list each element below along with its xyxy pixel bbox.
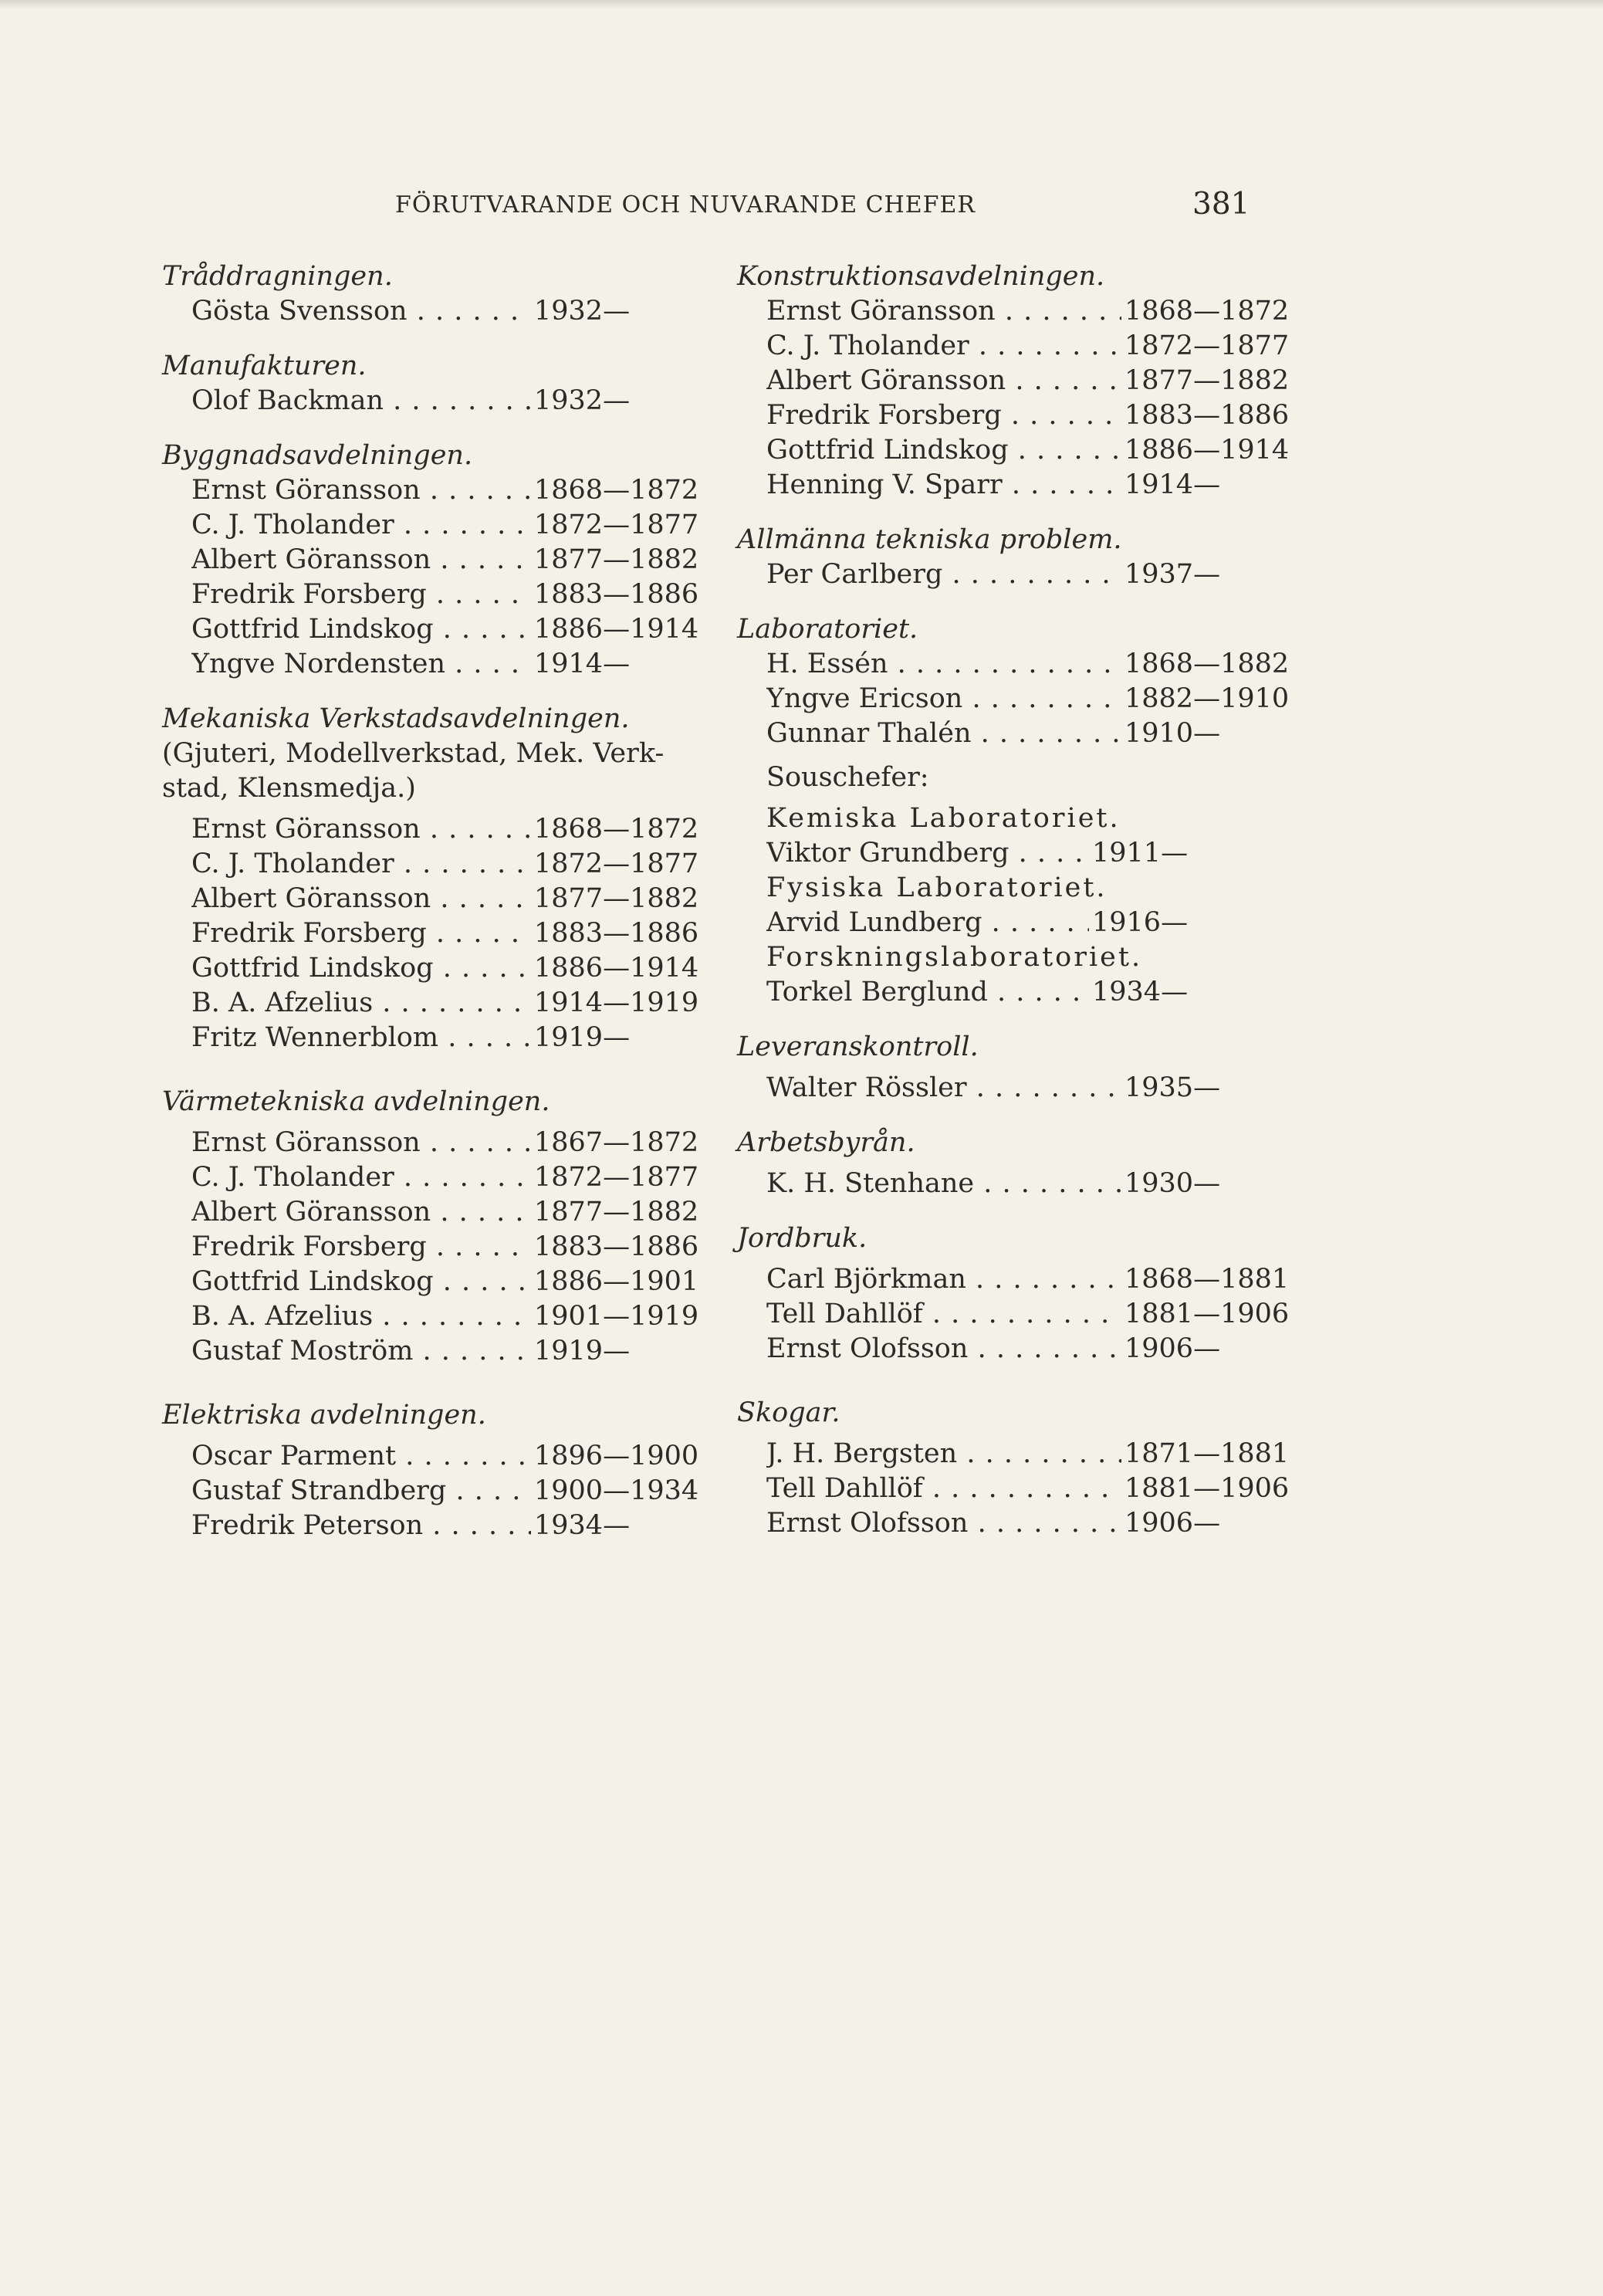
- person-name: B. A. Afzelius . . .: [191, 986, 531, 1021]
- years: 1868—1872: [534, 814, 699, 845]
- years: 1930—: [1124, 1168, 1221, 1199]
- list-item: [191, 1230, 702, 1265]
- years: 1900—1934: [534, 1475, 699, 1506]
- section-heading: Värmetekniska avdelningen.: [162, 1086, 550, 1117]
- left-column: [162, 259, 702, 1543]
- list-item: [766, 1262, 1293, 1297]
- list-item: [191, 847, 702, 882]
- years: 1901—1919: [534, 1301, 699, 1332]
- list-item: [191, 1160, 702, 1195]
- section-jordbruk: [737, 1221, 1293, 1366]
- person-name: Albert Göransson . . .: [191, 882, 531, 916]
- years: 1934—: [1092, 977, 1189, 1007]
- list-item: [191, 812, 702, 847]
- list-item: [766, 1297, 1293, 1332]
- years: 1906—: [1124, 1508, 1221, 1539]
- person-name: Gottfrid Lindskog . . .: [191, 951, 531, 986]
- person-name: C. J. Tholander . . .: [191, 508, 531, 543]
- running-title: FÖRUTVARANDE OCH NUVARANDE CHEFER: [395, 191, 976, 218]
- years: 1886—1914: [1124, 435, 1290, 466]
- section-skogar: [737, 1396, 1293, 1541]
- years: 1932—: [534, 296, 631, 327]
- list-item: [766, 906, 1293, 940]
- list-item: [191, 1474, 702, 1509]
- subgroup-heading: Fysiska Laboratoriet.: [766, 872, 1108, 903]
- years: 1871—1881: [1124, 1438, 1290, 1469]
- section-heading: Leveranskontroll.: [737, 1031, 979, 1062]
- years: 1914—: [1124, 469, 1221, 500]
- list-item: [766, 1471, 1293, 1506]
- list-item: [191, 1299, 702, 1334]
- list-item: [766, 557, 1293, 592]
- years: 1886—1914: [534, 953, 699, 984]
- list-item: [191, 577, 702, 612]
- years: 1872—1877: [534, 1162, 699, 1193]
- section-heading: Konstruktionsavdelningen.: [737, 261, 1105, 292]
- souschefer-label: Souschefer:: [766, 762, 929, 793]
- list-item: [766, 647, 1293, 682]
- years: 1877—1882: [534, 544, 699, 575]
- list-item: [191, 1195, 702, 1230]
- person-name: Albert Göransson . . .: [191, 1195, 531, 1230]
- section-arbetsbyran: [737, 1126, 1293, 1201]
- years: 1932—: [534, 385, 631, 416]
- person-name: Walter Rössler . . .: [766, 1071, 1121, 1106]
- section-heading: Laboratoriet.: [737, 614, 918, 645]
- section-traddragningen: [162, 259, 702, 329]
- section-manufakturen: [162, 349, 702, 418]
- years: 1868—1872: [534, 475, 699, 506]
- years: 1914—1919: [534, 987, 699, 1018]
- years: 1883—1886: [1124, 400, 1290, 431]
- section-heading: Arbetsbyrån.: [737, 1127, 915, 1158]
- years: 1881—1906: [1124, 1473, 1290, 1504]
- list-item: [191, 508, 702, 543]
- years: 1867—1872: [534, 1127, 699, 1158]
- person-name: Arvid Lundberg . . .: [766, 906, 1089, 940]
- list-item: [766, 1506, 1293, 1541]
- section-heading: Manufakturen.: [162, 350, 367, 381]
- page-header: [0, 187, 1603, 222]
- person-name: Fredrik Forsberg . . .: [191, 577, 531, 612]
- list-item: [766, 975, 1293, 1010]
- person-name: Ernst Göransson . . .: [766, 294, 1121, 329]
- person-name: Gustaf Strandberg . . .: [191, 1474, 531, 1509]
- person-name: Ernst Olofsson . . .: [766, 1506, 1121, 1541]
- section-heading: Allmänna tekniska problem.: [737, 524, 1122, 555]
- person-name: Albert Göransson . . .: [191, 543, 531, 577]
- list-item: [766, 398, 1293, 433]
- years: 1886—1914: [534, 614, 699, 645]
- person-name: Ernst Göransson . . .: [191, 1126, 531, 1160]
- list-item: [191, 1509, 702, 1543]
- list-item: [766, 468, 1293, 503]
- list-item: [191, 1126, 702, 1160]
- person-name: K. H. Stenhane . . .: [766, 1167, 1121, 1201]
- list-item: [766, 1437, 1293, 1471]
- years: 1881—1906: [1124, 1299, 1290, 1329]
- person-name: C. J. Tholander . . .: [191, 1160, 531, 1195]
- person-name: Yngve Ericson . . .: [766, 682, 1121, 716]
- list-item: [191, 1021, 702, 1055]
- list-item: [766, 294, 1293, 329]
- section-allmanna: [737, 523, 1293, 592]
- list-item: [766, 364, 1293, 398]
- section-konstruktion: [737, 259, 1293, 503]
- person-name: Viktor Grundberg . . .: [766, 836, 1089, 871]
- page-top-edge: [0, 0, 1603, 9]
- right-column: [737, 259, 1293, 1541]
- list-item: [191, 1334, 702, 1369]
- section-byggnadsavdelningen: [162, 439, 702, 682]
- years: 1911—: [1092, 838, 1189, 869]
- section-heading: Skogar.: [737, 1397, 840, 1428]
- years: 1877—1882: [1124, 365, 1290, 396]
- section-leveranskontroll: [737, 1030, 1293, 1106]
- years: 1919—: [534, 1022, 631, 1053]
- list-item: [191, 986, 702, 1021]
- list-item: [191, 916, 702, 951]
- list-item: [766, 433, 1293, 468]
- years: 1883—1886: [534, 579, 699, 610]
- list-item: [191, 612, 702, 647]
- list-item: [191, 384, 702, 418]
- years: 1868—1881: [1124, 1264, 1290, 1295]
- years: 1868—1882: [1124, 649, 1290, 679]
- list-item: [766, 1332, 1293, 1366]
- list-item: [191, 647, 702, 682]
- person-name: Tell Dahllöf . . .: [766, 1297, 1121, 1332]
- person-name: Gottfrid Lindskog . . .: [191, 612, 531, 647]
- years: 1896—1900: [534, 1441, 699, 1471]
- person-name: Per Carlberg . . .: [766, 557, 1121, 592]
- years: 1935—: [1124, 1072, 1221, 1103]
- years: 1937—: [1124, 559, 1221, 590]
- years: 1868—1872: [1124, 296, 1290, 327]
- list-item: [191, 951, 702, 986]
- list-item: [766, 1167, 1293, 1201]
- person-name: Fredrik Peterson . . .: [191, 1509, 531, 1543]
- person-name: Fredrik Forsberg . . .: [191, 916, 531, 951]
- person-name: Carl Björkman . . .: [766, 1262, 1121, 1297]
- list-item: [766, 716, 1293, 751]
- list-item: [191, 882, 702, 916]
- years: 1882—1910: [1124, 683, 1290, 714]
- years: 1919—: [534, 1336, 631, 1366]
- section-elektriska: [162, 1398, 702, 1543]
- section-varmetekniska: [162, 1085, 702, 1369]
- person-name: J. H. Bergsten . . .: [766, 1437, 1121, 1471]
- years: 1883—1886: [534, 1231, 699, 1262]
- person-name: H. Essén . . .: [766, 647, 1121, 682]
- person-name: Gustaf Moström . . .: [191, 1334, 531, 1369]
- person-name: Albert Göransson . . .: [766, 364, 1121, 398]
- years: 1872—1877: [534, 510, 699, 540]
- person-name: Ernst Göransson . . .: [191, 812, 531, 847]
- years: 1914—: [534, 649, 631, 679]
- list-item: [191, 1439, 702, 1474]
- section-heading: Jordbruk.: [737, 1223, 867, 1254]
- section-heading: Elektriska avdelningen.: [162, 1400, 486, 1431]
- person-name: Ernst Göransson . . .: [191, 473, 531, 508]
- page-number: 381: [1192, 187, 1250, 222]
- list-item: [766, 1071, 1293, 1106]
- list-item: [191, 294, 702, 329]
- years: 1883—1886: [534, 918, 699, 949]
- list-item: [766, 329, 1293, 364]
- years: 1872—1877: [534, 848, 699, 879]
- person-name: Gottfrid Lindskog . . .: [191, 1265, 531, 1299]
- person-name: Tell Dahllöf . . .: [766, 1471, 1121, 1506]
- years: 1886—1901: [534, 1266, 699, 1297]
- years: 1916—: [1092, 907, 1189, 938]
- person-name: Torkel Berglund . . .: [766, 975, 1089, 1010]
- person-name: C. J. Tholander . . .: [766, 329, 1121, 364]
- person-name: Gösta Svensson . . .: [191, 294, 531, 329]
- years: 1934—: [534, 1510, 631, 1541]
- list-item: [766, 682, 1293, 716]
- person-name: Henning V. Sparr . . .: [766, 468, 1121, 503]
- years: 1872—1877: [1124, 330, 1290, 361]
- list-item: [191, 543, 702, 577]
- section-heading: Mekaniska Verkstadsavdelningen.: [162, 703, 630, 734]
- person-name: Oscar Parment . . .: [191, 1439, 531, 1474]
- person-name: Fredrik Forsberg . . .: [766, 398, 1121, 433]
- section-note: (Gjuteri, Modellverkstad, Mek. Verk- stad, Klensmedja.): [162, 738, 665, 804]
- subgroup-heading: Forskningslaboratoriet.: [766, 942, 1143, 973]
- years: 1910—: [1124, 718, 1221, 749]
- section-laboratoriet: [737, 612, 1293, 1010]
- section-heading: Tråddragningen.: [162, 261, 393, 292]
- person-name: Ernst Olofsson . . .: [766, 1332, 1121, 1366]
- years: 1877—1882: [534, 883, 699, 914]
- person-name: Fritz Wennerblom . . .: [191, 1021, 531, 1055]
- list-item: [766, 836, 1293, 871]
- years: 1906—: [1124, 1333, 1221, 1364]
- person-name: C. J. Tholander . . .: [191, 847, 531, 882]
- person-name: Yngve Nordensten . . .: [191, 647, 531, 682]
- years: 1877—1882: [534, 1197, 699, 1228]
- person-name: Gottfrid Lindskog . . .: [766, 433, 1121, 468]
- list-item: [191, 473, 702, 508]
- person-name: Gunnar Thalén . . .: [766, 716, 1121, 751]
- person-name: Fredrik Forsberg . . .: [191, 1230, 531, 1265]
- section-heading: Byggnadsavdelningen.: [162, 440, 473, 471]
- person-name: Olof Backman . . .: [191, 384, 531, 418]
- section-mekaniska-verkstad: [162, 702, 702, 1055]
- list-item: [191, 1265, 702, 1299]
- person-name: B. A. Afzelius . . .: [191, 1299, 531, 1334]
- subgroup-heading: Kemiska Laboratoriet.: [766, 803, 1121, 834]
